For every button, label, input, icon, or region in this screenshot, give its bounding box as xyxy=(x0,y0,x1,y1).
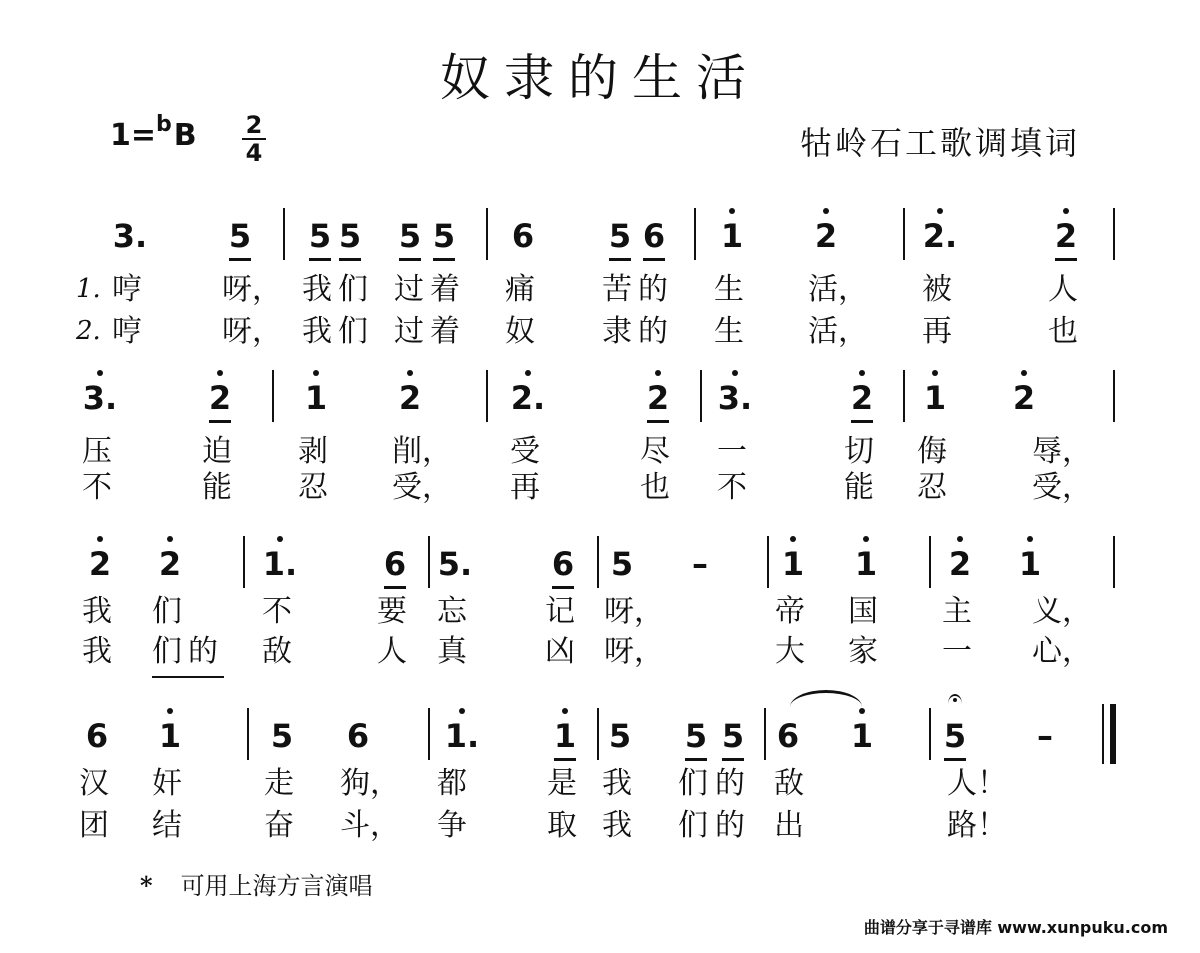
lyric-char: 我 xyxy=(302,314,332,349)
lyric-char: 要 xyxy=(377,594,407,629)
lyric-char: 奸 xyxy=(152,766,182,801)
time-signature-top: 2 xyxy=(245,111,263,139)
lyric-char: 主 xyxy=(942,594,972,629)
lyric-char: 帝 xyxy=(775,594,805,629)
lyric-char: 压 xyxy=(82,434,112,469)
lyric-char: 我 xyxy=(602,766,632,801)
eighth-underline xyxy=(229,258,251,261)
barline xyxy=(486,208,488,260)
lyric-char: 家 xyxy=(848,634,878,669)
octave-dot xyxy=(790,536,796,542)
time-signature-bottom: 4 xyxy=(242,138,266,166)
lyric-char: 受， xyxy=(392,470,452,505)
page-title: 奴隶的生活 xyxy=(440,49,760,107)
note: 1. xyxy=(442,716,482,756)
note-dash: – xyxy=(1037,717,1053,755)
note: 5 xyxy=(330,216,370,256)
octave-dot xyxy=(863,536,869,542)
barline xyxy=(247,708,249,760)
barline xyxy=(694,208,696,260)
lyric-char: 呀， xyxy=(604,594,664,629)
barline xyxy=(428,536,430,588)
note: 1 xyxy=(842,716,882,756)
octave-dot xyxy=(1063,208,1069,214)
eighth-underline xyxy=(384,586,406,589)
time-signature xyxy=(242,112,266,166)
octave-dot xyxy=(859,708,865,714)
octave-dot xyxy=(459,708,465,714)
lyric-char: 真 xyxy=(437,634,467,669)
octave-dot xyxy=(729,208,735,214)
note: 1 xyxy=(915,378,955,418)
eighth-underline xyxy=(552,586,574,589)
barline xyxy=(929,708,931,760)
note: 5 xyxy=(676,716,716,756)
note: 2 xyxy=(390,378,430,418)
lyric-char: 结 xyxy=(152,808,182,843)
lyric-char: 的 xyxy=(715,808,745,843)
fermata-icon xyxy=(948,694,962,704)
lyric-char: 忍 xyxy=(298,470,328,505)
lyric-char: 活， xyxy=(808,314,868,349)
lyric-char: 也 xyxy=(1048,314,1078,349)
lyric-char: 的 xyxy=(715,766,745,801)
note: 2. xyxy=(508,378,548,418)
octave-dot xyxy=(277,536,283,542)
octave-dot xyxy=(957,536,963,542)
lyric-char: 不 xyxy=(82,470,112,505)
lyric-char: 敌 xyxy=(774,766,804,801)
note: 2 xyxy=(940,544,980,584)
eighth-underline xyxy=(643,258,665,261)
lyric-char: 生 xyxy=(714,314,744,349)
octave-dot xyxy=(562,708,568,714)
note: 2 xyxy=(1046,216,1086,256)
barline xyxy=(767,536,769,588)
octave-dot xyxy=(97,536,103,542)
note: 1. xyxy=(260,544,300,584)
barline xyxy=(1113,208,1115,260)
note: 2. xyxy=(920,216,960,256)
lyric-char: 哼 xyxy=(112,314,142,349)
lyric-char: 生 xyxy=(714,272,744,307)
lyric-char: 争 xyxy=(437,808,467,843)
eighth-underline xyxy=(554,758,576,761)
lyric-char: 国 xyxy=(848,594,878,629)
note: 6 xyxy=(375,544,415,584)
lyric-char: 义， xyxy=(1032,594,1092,629)
barline xyxy=(428,708,430,760)
lyric-char: 们 xyxy=(678,808,708,843)
lyric-char: 呀， xyxy=(222,272,282,307)
lyric-char: 人！ xyxy=(947,766,1007,801)
lyric-char: 活， xyxy=(808,272,868,307)
note: 6 xyxy=(511,217,535,255)
barline xyxy=(243,536,245,588)
lyric-char: 斗， xyxy=(340,808,400,843)
lyric-char: 隶 xyxy=(602,314,632,349)
lyric-char: 我 xyxy=(82,594,112,629)
lyric-char: 人 xyxy=(377,634,407,669)
lyric-char: 能 xyxy=(844,470,874,505)
octave-dot xyxy=(732,370,738,376)
lyric-char: 的 xyxy=(638,314,668,349)
note: 5 xyxy=(424,216,464,256)
octave-dot xyxy=(655,370,661,376)
lyric-char: 我 xyxy=(602,808,632,843)
lyrics-credit: 牯岭石工歌调填词 xyxy=(799,124,1080,162)
lyric-char: 奋 xyxy=(264,808,294,843)
lyric-char: 再 xyxy=(510,470,540,505)
barline xyxy=(764,708,766,760)
watermark: 曲谱分享于寻谱库 www.xunpuku.com xyxy=(863,918,1168,937)
eighth-underline xyxy=(339,258,361,261)
octave-dot xyxy=(1021,370,1027,376)
flat-sign: b xyxy=(156,112,172,137)
lyric-char: 被 xyxy=(922,272,952,307)
final-barline-thick xyxy=(1110,704,1116,764)
lyric-char: 着 xyxy=(430,314,460,349)
note: 5 xyxy=(935,716,975,756)
lyric-char: 狗， xyxy=(340,766,400,801)
note: 5. xyxy=(437,545,473,583)
lyric-char: 的 xyxy=(638,272,668,307)
lyric-char: 大 xyxy=(775,634,805,669)
final-barline-thin xyxy=(1102,704,1104,764)
lyric-char: 一 xyxy=(717,434,747,469)
barline xyxy=(486,370,488,422)
note: 6 xyxy=(543,544,583,584)
footnote-text: 可用上海方言演唱 xyxy=(180,872,373,900)
note: 5 xyxy=(610,545,634,583)
key-prefix: 1= xyxy=(110,118,157,153)
note: 2 xyxy=(200,378,240,418)
note: 6 xyxy=(634,216,674,256)
lyric-char: 也 xyxy=(640,470,670,505)
barline xyxy=(700,370,702,422)
lyric-char: 们 xyxy=(152,594,182,629)
note: 6 xyxy=(776,717,800,755)
note: 1 xyxy=(1010,544,1050,584)
lyric-char: 团 xyxy=(79,808,109,843)
lyric-char: 敌 xyxy=(262,634,292,669)
note: 3. xyxy=(112,217,148,255)
lyric-char: 不 xyxy=(262,594,292,629)
lyric-char: 一 xyxy=(942,634,972,669)
lyric-char: 再 xyxy=(922,314,952,349)
lyric-char: 着 xyxy=(430,272,460,307)
note: 2 xyxy=(842,378,882,418)
lyric-char: 们 xyxy=(678,766,708,801)
octave-dot xyxy=(823,208,829,214)
lyric-char: 走 xyxy=(264,766,294,801)
lyric-char: 削， xyxy=(392,434,452,469)
lyric-char: 呀， xyxy=(222,314,282,349)
barline xyxy=(1113,536,1115,588)
note: 5 xyxy=(220,216,260,256)
lyric-char: 忘 xyxy=(437,594,467,629)
barline xyxy=(283,208,285,260)
lyric-char: 过 xyxy=(394,272,424,307)
note: 2 xyxy=(806,216,846,256)
note: 2 xyxy=(150,544,190,584)
lyric-char: 奴 xyxy=(505,314,535,349)
lyric-char: 痛 xyxy=(505,272,535,307)
footnote xyxy=(140,866,373,901)
barline xyxy=(903,208,905,260)
eighth-underline xyxy=(1055,258,1077,261)
octave-dot xyxy=(937,208,943,214)
eighth-underline xyxy=(685,758,707,761)
lyric-char: 人 xyxy=(1048,272,1078,307)
octave-dot xyxy=(932,370,938,376)
lyric-char: 切 xyxy=(844,434,874,469)
note: 1 xyxy=(150,716,190,756)
lyric-char: 心， xyxy=(1032,634,1092,669)
lyric-char: 们 xyxy=(152,634,182,669)
note: 5 xyxy=(300,216,340,256)
lyric-char: 都 xyxy=(437,766,467,801)
note: 3. xyxy=(715,378,755,418)
lyric-char: 受， xyxy=(1032,470,1092,505)
lyric-char: 尽 xyxy=(640,434,670,469)
lyric-char: 出 xyxy=(774,808,804,843)
octave-dot xyxy=(167,536,173,542)
eighth-underline xyxy=(209,420,231,423)
barline xyxy=(1113,370,1115,422)
eighth-underline xyxy=(944,758,966,761)
lyric-char: 是 xyxy=(547,766,577,801)
octave-dot xyxy=(217,370,223,376)
lyric-char: 汉 xyxy=(79,766,109,801)
verse-number: 1. xyxy=(76,274,101,304)
lyric-char: 我 xyxy=(82,634,112,669)
note: 1 xyxy=(846,544,886,584)
octave-dot xyxy=(1027,536,1033,542)
lyric-char: 路！ xyxy=(947,808,1007,843)
note: 1 xyxy=(296,378,336,418)
footnote-star: * xyxy=(140,871,153,900)
octave-dot xyxy=(313,370,319,376)
lyric-char: 我 xyxy=(302,272,332,307)
key-signature xyxy=(110,112,197,153)
barline xyxy=(597,708,599,760)
lyric-char: 哼 xyxy=(112,272,142,307)
lyric-char: 取 xyxy=(547,808,577,843)
note: 6 xyxy=(346,717,370,755)
barline xyxy=(903,370,905,422)
eighth-underline xyxy=(309,258,331,261)
verse-number: 2. xyxy=(76,316,101,346)
note: 2 xyxy=(80,544,120,584)
note: 5 xyxy=(270,717,294,755)
eighth-underline xyxy=(399,258,421,261)
lyric-char: 们 xyxy=(338,314,368,349)
note: 2 xyxy=(1004,378,1044,418)
lyric-char: 能 xyxy=(202,470,232,505)
note: 2 xyxy=(638,378,678,418)
lyric-char: 侮 xyxy=(917,434,947,469)
eighth-underline xyxy=(722,758,744,761)
octave-dot xyxy=(167,708,173,714)
note: 5 xyxy=(600,216,640,256)
key-tonic: B xyxy=(173,118,197,153)
note: 6 xyxy=(85,717,109,755)
octave-dot xyxy=(859,370,865,376)
lyric-char: 辱， xyxy=(1032,434,1092,469)
eighth-underline xyxy=(851,420,873,423)
octave-dot xyxy=(97,370,103,376)
lyric-char: 记 xyxy=(545,594,575,629)
lyric-char: 剥 xyxy=(298,434,328,469)
eighth-underline xyxy=(433,258,455,261)
lyric-underline xyxy=(152,676,224,678)
slur xyxy=(790,690,862,707)
note: 5 xyxy=(390,216,430,256)
note: 3. xyxy=(80,378,120,418)
lyric-char: 的 xyxy=(188,634,218,669)
note: 1 xyxy=(712,216,752,256)
eighth-underline xyxy=(647,420,669,423)
lyric-char: 凶 xyxy=(545,634,575,669)
note-dash: – xyxy=(692,545,708,583)
octave-dot xyxy=(525,370,531,376)
lyric-char: 呀， xyxy=(604,634,664,669)
lyric-char: 迫 xyxy=(202,434,232,469)
barline xyxy=(272,370,274,422)
note: 1 xyxy=(545,716,585,756)
lyric-char: 不 xyxy=(717,470,747,505)
eighth-underline xyxy=(609,258,631,261)
lyric-char: 苦 xyxy=(602,272,632,307)
note: 1 xyxy=(773,544,813,584)
lyric-char: 过 xyxy=(394,314,424,349)
barline xyxy=(597,536,599,588)
lyric-char: 忍 xyxy=(917,470,947,505)
octave-dot xyxy=(407,370,413,376)
lyric-char: 受 xyxy=(510,434,540,469)
barline xyxy=(929,536,931,588)
note: 5 xyxy=(608,717,632,755)
note: 5 xyxy=(713,716,753,756)
lyric-char: 们 xyxy=(338,272,368,307)
